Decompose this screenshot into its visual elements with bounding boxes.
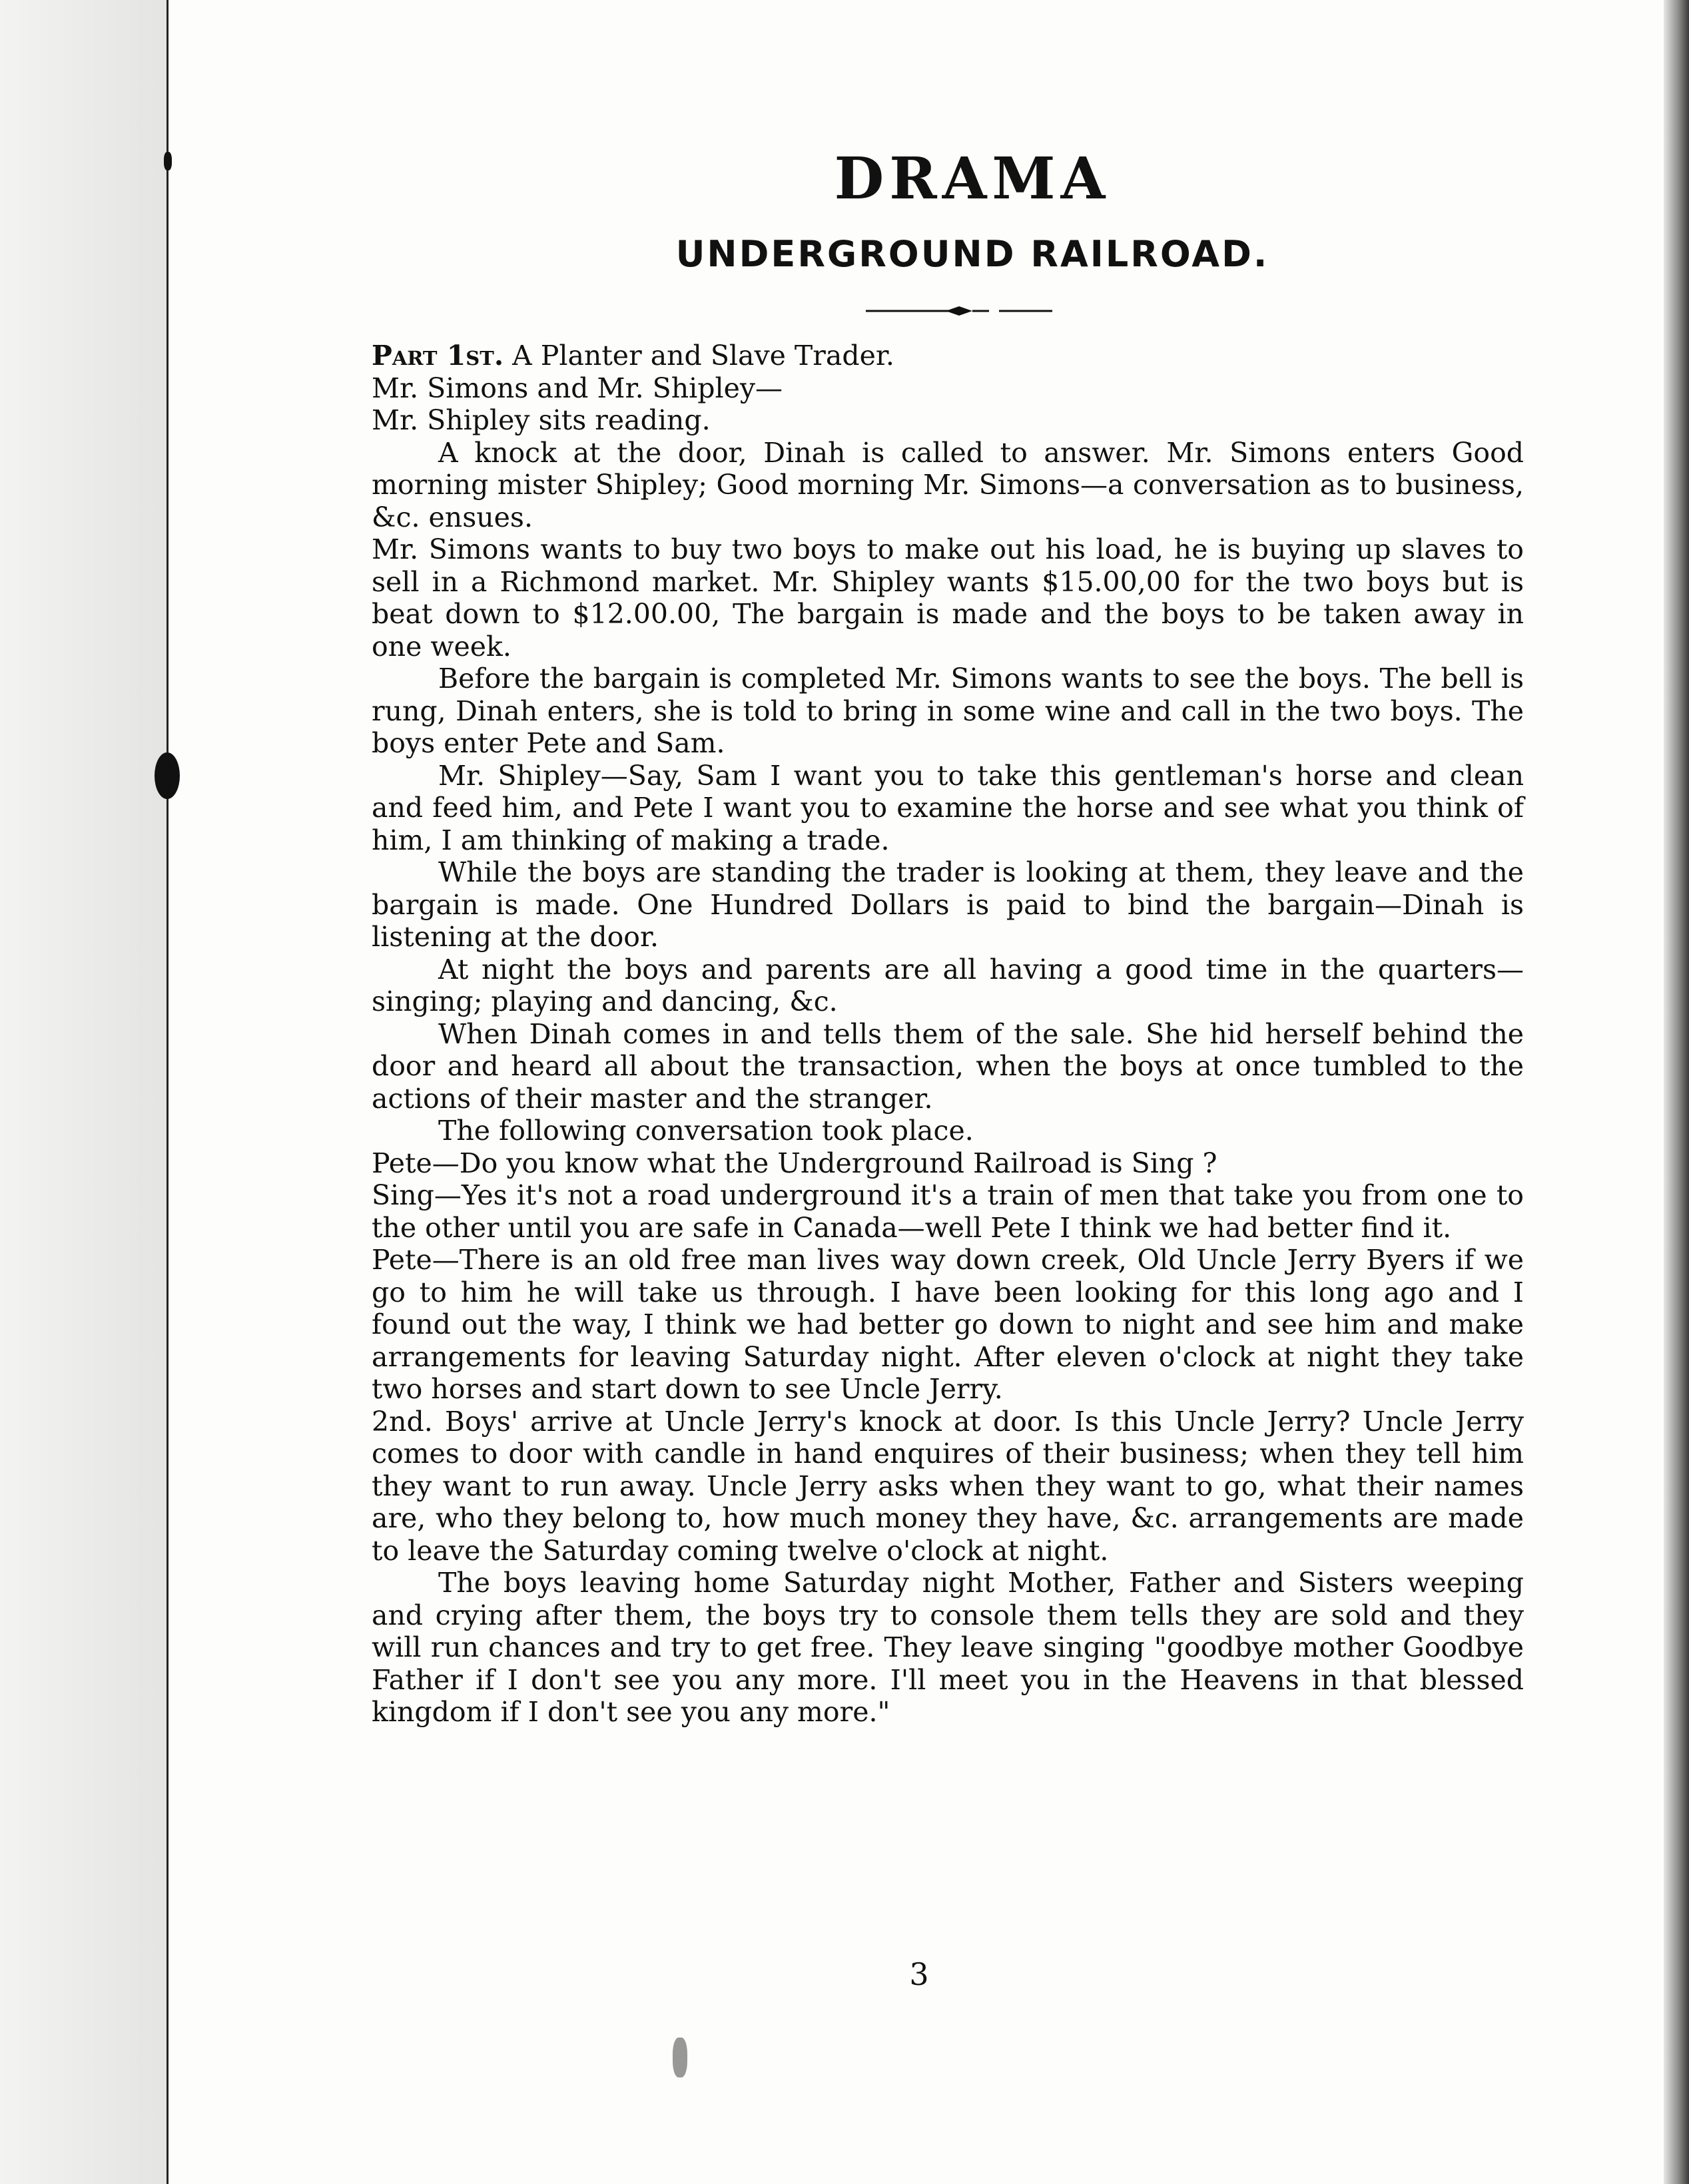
paragraph bbox=[372, 533, 1524, 663]
paragraph bbox=[372, 1179, 1524, 1244]
paragraph-text: The boys leaving home Saturday night Mother, Father and Sisters weeping and crying after them, the boys try to console them tells they are sold and they will run chances and try to get free. They leave singing "goodbye mother Goodbye Father if I don't see you any more. I'll meet you in the Heavens in that blessed kingdom if I don't see you any more." bbox=[372, 1567, 1524, 1728]
paragraph-text: Before the bargain is completed Mr. Simons wants to see the boys. The bell is rung, Dinah enters, she is told to bring in some wine and call in the two boys. The boys enter Pete and Sam. bbox=[372, 663, 1524, 759]
paragraph-text: Mr. Shipley sits reading. bbox=[372, 404, 711, 436]
paragraph-text: At night the boys and parents are all having a good time in the quarters—singing; playing and dancing, &c. bbox=[372, 953, 1524, 1017]
paragraph bbox=[372, 954, 1524, 1018]
paragraph bbox=[372, 1147, 1524, 1180]
paragraph-text: Mr. Simons wants to buy two boys to make out his load, he is buying up slaves to sell in a Richmond market. Mr. Shipley wants $15.00,00 for the two boys but is beat down to $12.00.00, The bargain is made and the boys to be taken away in one week. bbox=[372, 533, 1524, 663]
page-title: DRAMA bbox=[834, 145, 1111, 212]
paragraph bbox=[372, 1115, 1524, 1147]
paragraph bbox=[372, 1018, 1524, 1115]
paragraph-text: Pete—Do you know what the Underground Railroad is Sing ? bbox=[372, 1147, 1217, 1179]
paragraph-text: 2nd. Boys' arrive at Uncle Jerry's knock at door. Is this Uncle Jerry? Uncle Jerry comes to door with candle in hand enquires of their business; when they tell him they want to run away. Uncle Jerry asks when they want to go, what their names are, who they belong to, how much money they have, &c. arrangements are made to leave the Saturday coming twelve o'clock at night. bbox=[372, 1405, 1524, 1567]
paragraph bbox=[372, 760, 1524, 857]
binding-line bbox=[167, 0, 169, 2184]
paragraph-text: Pete—There is an old free man lives way down creek, Old Uncle Jerry Byers if we go to him he will take us through. I have been looking for this long ago and I found out the way, I think we had better go down to night and see him and make arrangements for leaving Saturday night. After eleven o'clock at night they take two horses and start down to see Uncle Jerry. bbox=[372, 1244, 1524, 1405]
title-container bbox=[806, 145, 1139, 212]
paragraph-text: A knock at the door, Dinah is called to answer. Mr. Simons enters Good morning mister Shipley; Good morning Mr. Simons—a conversation as to business, &c. ensues. bbox=[372, 436, 1524, 533]
facing-page-edge bbox=[0, 0, 167, 2184]
paragraph-text: While the boys are standing the trader is looking at them, they leave and the bargain is made. One Hundred Dollars is paid to bind the bargain—Dinah is listening at the door. bbox=[372, 856, 1524, 953]
paragraph bbox=[372, 663, 1524, 760]
paragraph bbox=[372, 1567, 1524, 1729]
paragraph-text: Mr. Simons and Mr. Shipley— bbox=[372, 372, 783, 404]
paragraph bbox=[372, 1406, 1524, 1567]
ornament-rule bbox=[866, 301, 1052, 321]
paragraph-text: When Dinah comes in and tells them of the sale. She hid herself behind the door and heard all about the transaction, when the boys at once tumbled to the actions of their master and the stranger. bbox=[372, 1017, 1524, 1115]
paragraph bbox=[372, 1244, 1524, 1406]
binding-mark bbox=[164, 152, 172, 170]
page-subtitle: UNDERGROUND RAILROAD. bbox=[675, 233, 1269, 275]
paragraph-text: The following conversation took place. bbox=[438, 1115, 974, 1147]
paragraph bbox=[372, 404, 1524, 437]
part-heading: Part 1st. bbox=[372, 340, 504, 372]
paragraph bbox=[372, 437, 1524, 534]
ink-smudge bbox=[673, 2038, 687, 2077]
page-number: 3 bbox=[909, 1956, 929, 1992]
paragraph-text: A Planter and Slave Trader. bbox=[504, 340, 894, 372]
binding-hole bbox=[155, 752, 180, 799]
paragraph bbox=[372, 372, 1524, 405]
page-right-edge bbox=[1664, 0, 1689, 2184]
paragraph bbox=[372, 856, 1524, 954]
subtitle-container bbox=[599, 233, 1345, 275]
paragraph-text: Mr. Shipley—Say, Sam I want you to take this gentleman's horse and clean and feed him, and Pete I want you to examine the horse and see what you think of him, I am thinking of making a trade. bbox=[372, 759, 1524, 856]
paragraph-text: Sing—Yes it's not a road underground it's a train of men that take you from one to the other until you are safe in Canada—well Pete I think we had better find it. bbox=[372, 1179, 1524, 1244]
paragraph bbox=[372, 340, 1524, 372]
body-text bbox=[372, 340, 1524, 1729]
